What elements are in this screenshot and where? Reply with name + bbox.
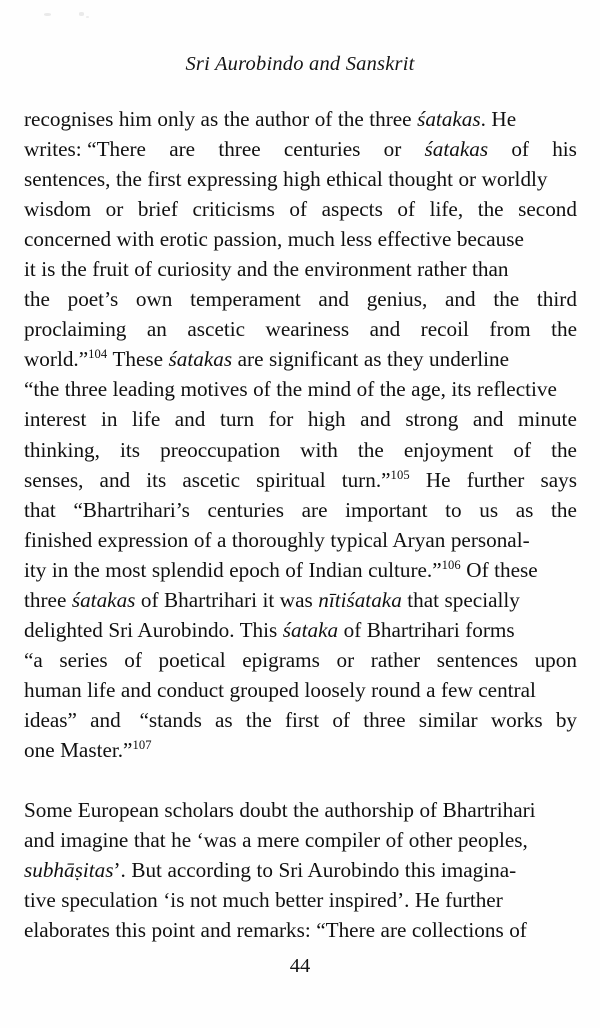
text-run: spiritual xyxy=(256,467,326,492)
text-line: one Master.”$^{107}$ xyxy=(24,737,152,762)
text-run: of xyxy=(511,137,529,162)
text-run: ideas” xyxy=(24,707,77,732)
italic-transliterated-term: śatakas xyxy=(71,587,136,612)
text-line: world.”$^{104}$ These śatakas are significant as they underline xyxy=(24,347,510,372)
text-run: from xyxy=(489,317,531,342)
text-run: that xyxy=(24,497,56,522)
text-run: and xyxy=(472,407,504,432)
text-run: and xyxy=(90,707,121,732)
text-run: and xyxy=(360,407,391,432)
text-run: strong xyxy=(405,407,459,432)
text-run: centuries xyxy=(207,497,285,522)
text-run: upon xyxy=(534,647,577,672)
text-run: its xyxy=(120,437,141,462)
text-line: concerned with erotic passion, much less effective because xyxy=(24,227,524,252)
text-run: of xyxy=(513,437,532,462)
text-line: tive speculation ‘is not much better inspired’. He further xyxy=(24,888,503,913)
text-line: Some European scholars doubt the authorship of Bhartrihari xyxy=(24,798,536,823)
footnote-reference-marker: 106 xyxy=(441,557,461,572)
text-line xyxy=(24,404,577,434)
text-run: the xyxy=(245,707,272,732)
text-run: similar xyxy=(418,707,478,732)
text-run: life xyxy=(131,407,161,432)
text-run: in xyxy=(100,407,118,432)
text-line: recognises him only as the author of the three śatakas. He xyxy=(24,107,517,131)
text-line: human life and conduct grouped loosely round a few central xyxy=(24,677,536,702)
text-run: brief xyxy=(137,197,178,222)
text-line: elaborates this point and remarks: “There are collections of xyxy=(24,918,527,943)
text-run: three xyxy=(218,137,261,162)
text-run: third xyxy=(536,287,577,312)
italic-transliterated-term: subhāṣitas xyxy=(24,858,114,883)
paragraph xyxy=(24,104,577,765)
text-line xyxy=(24,134,577,164)
text-line: subhāṣitas’. But according to Sri Aurobindo this imagina- xyxy=(24,858,517,883)
text-run: the xyxy=(477,197,504,222)
text-run: second xyxy=(518,197,577,222)
text-run: wisdom xyxy=(24,197,92,222)
text-run: and xyxy=(318,287,349,312)
text-run: own xyxy=(135,287,173,312)
text-run: or xyxy=(105,197,124,222)
text-run: the xyxy=(24,287,50,312)
text-line xyxy=(24,284,577,314)
body-text-block xyxy=(24,104,577,945)
text-run: as xyxy=(215,707,233,732)
text-run: series xyxy=(59,647,108,672)
text-run: sentences xyxy=(436,647,518,672)
text-run: its xyxy=(146,467,167,492)
text-run: temperament xyxy=(190,287,301,312)
text-line: finished expression of a thoroughly typical Aryan personal- xyxy=(24,527,530,552)
text-run: or xyxy=(336,647,355,672)
text-line: ity in the most splendid epoch of Indian culture.”$^{106}$ Of these xyxy=(24,557,538,582)
text-run: epigrams xyxy=(242,647,320,672)
text-run: poetical xyxy=(158,647,226,672)
text-run: enjoyment xyxy=(403,437,494,462)
text-run: ascetic xyxy=(187,317,246,342)
text-run: the xyxy=(357,437,384,462)
text-run: and xyxy=(174,407,206,432)
italic-transliterated-term: nītiśataka xyxy=(318,587,402,612)
scan-artifact-speck xyxy=(79,12,84,16)
italic-transliterated-term: śatakas xyxy=(417,107,481,131)
text-line xyxy=(24,465,577,495)
text-run: genius, xyxy=(366,287,428,312)
text-run: weariness xyxy=(265,317,350,342)
text-run: and xyxy=(445,287,476,312)
text-line: three śatakas of Bhartrihari it was nītiśataka that specially xyxy=(24,587,520,612)
text-run: interest xyxy=(24,407,87,432)
text-run: centuries xyxy=(283,137,361,162)
text-run: and xyxy=(99,467,131,492)
text-run: says xyxy=(540,467,577,492)
text-run: of xyxy=(289,197,308,222)
text-run: or xyxy=(383,137,402,162)
text-run: further xyxy=(466,467,525,492)
text-line xyxy=(24,645,577,675)
text-run: are xyxy=(169,137,196,162)
text-run: turn xyxy=(219,407,255,432)
text-line: “the three leading motives of the mind of the age, its reflective xyxy=(24,377,557,402)
text-run: turn.”$^{105}$ xyxy=(341,467,410,492)
text-run: with xyxy=(300,437,338,462)
text-run: an xyxy=(146,317,167,342)
text-line xyxy=(24,495,577,525)
text-line: delighted Sri Aurobindo. This śataka of Bhartrihari forms xyxy=(24,617,515,642)
text-run: life, xyxy=(429,197,464,222)
text-run: writes: “There xyxy=(24,137,146,162)
italic-transliterated-term: śatakas xyxy=(424,137,489,162)
text-run: minute xyxy=(518,407,577,432)
italic-transliterated-term: śatakas xyxy=(168,347,233,372)
text-run: first xyxy=(284,707,320,732)
text-run: high xyxy=(307,407,346,432)
text-run: He xyxy=(425,467,451,492)
text-run: aspects xyxy=(321,197,383,222)
text-line: and imagine that he ‘was a mere compiler of other peoples, xyxy=(24,828,528,853)
text-run: poet’s xyxy=(67,287,119,312)
text-run: the xyxy=(493,287,520,312)
text-run: by xyxy=(555,707,577,732)
text-run: thinking, xyxy=(24,437,100,462)
text-run: of xyxy=(332,707,350,732)
text-run: for xyxy=(268,407,294,432)
text-run: “stands xyxy=(133,707,202,732)
scan-artifact-speck xyxy=(44,13,51,16)
text-run: preoccupation xyxy=(160,437,281,462)
text-run: to xyxy=(445,497,462,522)
text-run: ascetic xyxy=(182,467,241,492)
text-run: rather xyxy=(370,647,421,672)
text-run: “Bhartrihari’s xyxy=(73,497,190,522)
italic-transliterated-term: śataka xyxy=(282,617,339,642)
text-run xyxy=(425,134,489,164)
text-line xyxy=(24,435,577,465)
text-run: us xyxy=(479,497,499,522)
text-run: the xyxy=(551,437,577,462)
paragraph xyxy=(24,795,577,945)
text-run: senses, xyxy=(24,467,84,492)
text-run: his xyxy=(552,137,577,162)
text-run: proclaiming xyxy=(24,317,127,342)
text-run: of xyxy=(397,197,416,222)
text-run: recoil xyxy=(420,317,469,342)
text-run: of xyxy=(124,647,142,672)
text-line: sentences, the first expressing high ethical thought or worldly xyxy=(24,167,548,192)
text-run: three xyxy=(363,707,406,732)
text-run: important xyxy=(345,497,428,522)
text-run: the xyxy=(551,497,577,522)
running-head: Sri Aurobindo and Sanskrit xyxy=(185,53,415,75)
text-run: criticisms xyxy=(192,197,275,222)
text-run: “a xyxy=(24,647,43,672)
text-run: the xyxy=(551,317,577,342)
text-run: are xyxy=(301,497,328,522)
page-number: 44 xyxy=(289,955,311,977)
text-line xyxy=(24,314,577,344)
footnote-reference-marker: 104 xyxy=(88,347,108,362)
footnote-reference-marker: 105 xyxy=(390,467,410,482)
text-run: and xyxy=(369,317,401,342)
text-run: as xyxy=(515,497,534,522)
text-line: it is the fruit of curiosity and the environment rather than xyxy=(24,257,509,282)
text-line xyxy=(24,705,577,735)
scan-artifact-speck xyxy=(86,16,89,18)
text-run: works xyxy=(490,707,543,732)
text-line xyxy=(24,194,577,224)
footnote-reference-marker: 107 xyxy=(132,737,152,752)
